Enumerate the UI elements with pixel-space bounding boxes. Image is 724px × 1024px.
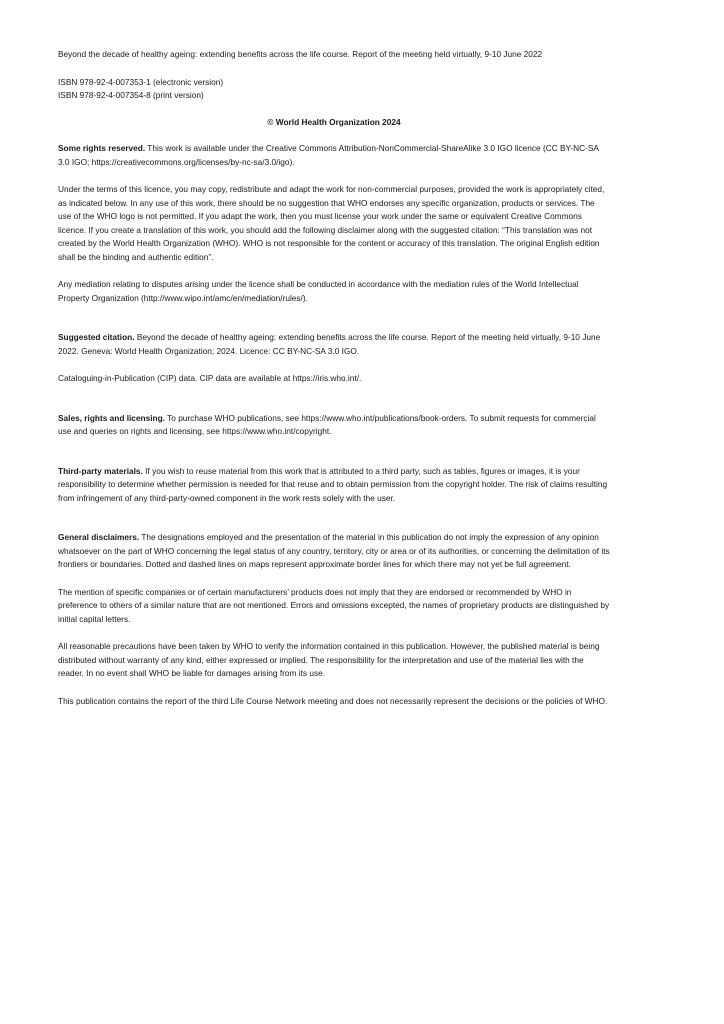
isbn-block [58,76,610,103]
isbn-print: ISBN 978-92-4-007354-8 (print version) [58,90,204,100]
copyright-page [58,48,610,708]
disclaimers-paragraph [58,531,610,572]
citation-lead: Suggested citation. [58,332,135,342]
sales-lead: Sales, rights and licensing. [58,412,165,423]
citation-paragraph [58,331,610,358]
third-party-paragraph [58,465,610,506]
mediation-paragraph: Any mediation relating to disputes arising under the licence shall be conducted in accordance with the mediation rules of the World Intellectual Property Organization (http://www.wipo.int/amc/en/mediation/rules/). [58,279,579,303]
cip-paragraph: Cataloguing-in-Publication (CIP) data. CIP data are available at https://iris.who.int/. [58,373,362,383]
companies-paragraph: The mention of specific companies or of certain manufacturers’ products does not imply that they are endorsed or recommended by WHO in preference to others of a similar nature that are not mentioned. Errors and omissions excepted, the names of proprietary products are distinguished by initial capital letters. [58,586,610,624]
disclaimers-text: The designations employed and the presentation of the material in this publication do not imply the expression of any opinion whatsoever on the part of WHO concerning the legal status of any country, territory, city or area or of its authorities, or concerning the delimitation of its frontiers or boundaries. Dotted and dashed lines on maps represent approximate border lines for which there may not yet be full agreement. [58,532,610,569]
third-party-lead: Third-party materials. [58,465,143,476]
disclaimers-lead: General disclaimers. [58,532,140,542]
licence-terms-paragraph: Under the terms of this licence, you may copy, redistribute and adapt the work for non-commercial purposes, provided the work is appropriately cited, as indicated below. In any use of this work, there should be no suggestion that WHO endorses any specific organization, products or services. The use of the WHO logo is not permitted. If you adapt the work, then you must license your work under the same or equivalent Creative Commons licence. If you create a translation of this work, you should add the following disclaimer along with the suggested citation: “This translation was not created by the World Health Organization (WHO). WHO is not responsible for the content or accuracy of this translation. The original English edition shall be the binding and authentic edition”. [58,184,605,262]
publication-title-line: Beyond the decade of healthy ageing: extending benefits across the life course. Report of the meeting held virtually, 9-10 June 2022 [58,49,543,59]
citation-text: Beyond the decade of healthy ageing: extending benefits across the life course. Report of the meeting held virtually, 9-10 June 2022. Geneva: World Health Organization; 2024. Licence: CC BY-NC-SA 3.0 IGO. [58,332,601,356]
rights-paragraph [58,142,610,169]
precautions-paragraph: All reasonable precautions have been taken by WHO to verify the information contained in this publication. However, the published material is being distributed without warranty of any kind, either expressed or implied. The responsibility for the interpretation and use of the material lies with the reader. In no event shall WHO be liable for damages arising from its use. [58,641,600,678]
report-note-paragraph: This publication contains the report of the third Life Course Network meeting and does not necessarily represent the decisions or the policies of WHO. [58,695,608,706]
sales-paragraph [58,412,610,439]
rights-lead: Some rights reserved. [58,143,146,153]
sales-text: To purchase WHO publications, see https://www.who.int/publications/book-orders. To submit requests for commercial use and queries on rights and licensing, see https://www.who.int/copyright. [58,412,596,436]
copyright-notice: © World Health Organization 2024 [267,116,401,127]
isbn-electronic: ISBN 978-92-4-007353-1 (electronic version) [58,76,224,87]
third-party-text: If you wish to reuse material from this work that is attributed to a third party, such as tables, figures or images, it is your responsibility to determine whether permission is needed for that reuse and to obtain permission from the copyright holder. The risk of claims resulting from infringement of any third-party-owned component in the work rests solely with the user. [58,465,608,503]
rights-text: This work is available under the Creative Commons Attribution-NonCommercial-ShareAlike 3.0 IGO licence (CC BY-NC-SA 3.0 IGO; https://creativecommons.org/licenses/by-nc-sa/3.0/igo). [58,143,599,167]
